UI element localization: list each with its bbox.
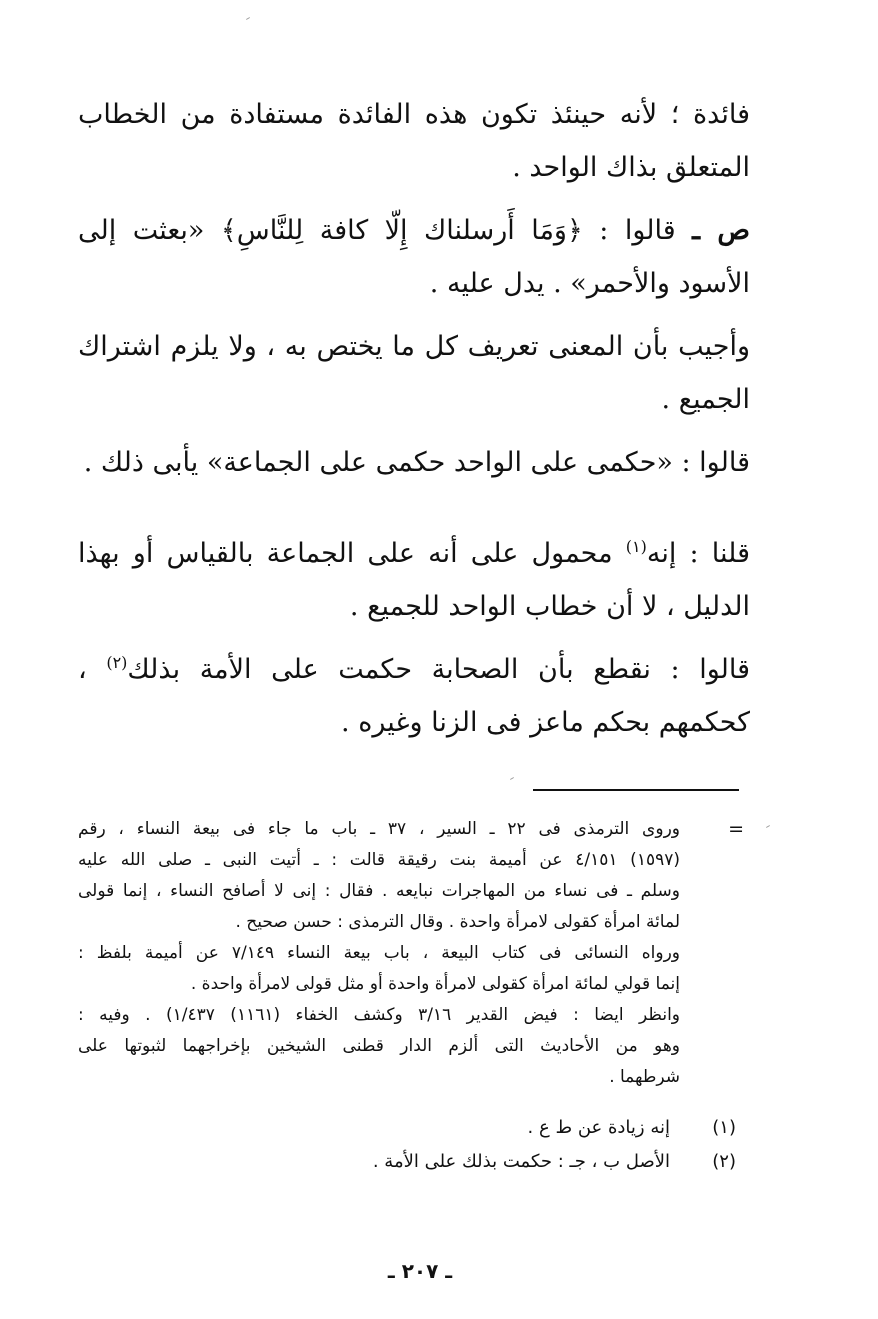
footnote-line: إنما قولي لمائة امرأة كقولى لامرأة واحدة أو مثل قولى لامرأة واحدة .: [190, 974, 680, 994]
paragraph-5-text: قلنا : إنه: [646, 538, 750, 569]
paragraph-6-text: قالوا : نقطع بأن الصحابة حكمت على الأمة بذلك: [127, 654, 750, 685]
paragraph-1-text: فائدة ؛ لأنه حينئذ تكون هذه الفائدة مستفادة من الخطاب المتعلق بذاك الواحد .: [78, 99, 750, 183]
scan-speck: [246, 17, 250, 20]
scan-speck: [510, 777, 514, 780]
footnote-2-number: (٢): [712, 1151, 736, 1172]
paragraph-5: [78, 527, 750, 633]
footnote-1-number: (١): [712, 1117, 736, 1138]
footnote-ref-2: (٢): [106, 653, 128, 672]
footnote-line: وهو من الأحاديث التى ألزم الدار قطنى الشيخين بإخراجهما لثبوتها على: [78, 1036, 680, 1056]
footnote-1-text: إنه زيادة عن ط ع .: [527, 1117, 670, 1138]
paragraph-6: [78, 643, 750, 749]
paragraph-5-text-cont: محمول على أنه على الجماعة بالقياس أو بهذا الدليل ، لا أن خطاب الواحد للجميع .: [78, 538, 750, 622]
paragraph-2-text: قالوا : ﴿وَمَا أَرسلناك إِلّا كافة لِلنَّاسِ﴾ «بعثت إلى الأسود والأحمر» . يدل عليه .: [78, 215, 750, 299]
footnote-line: وانظر ايضا : فيض القدير ٣/١٦ وكشف الخفاء (١١٦١) ١/٤٣٧) . وفيه :: [78, 1005, 681, 1025]
footnote-line: ورواه النسائى فى كتاب البيعة ، باب بيعة النساء ٧/١٤٩ عن أميمة بلفظ :: [78, 943, 680, 963]
page-number: ـ ٢٠٧ ـ: [387, 1259, 453, 1283]
paragraph-2: [78, 204, 750, 310]
continuation-lines: [78, 814, 742, 1093]
paragraph-1: [78, 88, 750, 194]
footnote-line: وروى الترمذى فى ٢٢ ـ السير ، ٣٧ ـ باب ما جاء فى بيعة النساء ، رقم: [78, 819, 680, 839]
footnote-line: لمائة امرأة كقولى لامرأة واحدة . وقال الترمذى : حسن صحيح .: [235, 912, 680, 932]
paragraph-4: [78, 436, 750, 489]
scan-speck: [766, 825, 770, 828]
footnote-separator: [533, 789, 739, 791]
paragraph-4-text: قالوا : «حكمى على الواحد حكمى على الجماعة» يأبى ذلك .: [83, 447, 750, 478]
footnote-2-text: الأصل ب ، جـ : حكمت بذلك على الأمة .: [372, 1151, 670, 1172]
main-body-text: [78, 88, 750, 749]
paragraph-3: [78, 320, 750, 426]
footnote-line: وسلم ـ فى نساء من المهاجرات نبايعه . فقال : إنى لا أصافح النساء ، إنما قولى: [78, 881, 680, 901]
footnote-line: شرطهما .: [609, 1067, 680, 1087]
continuation-marker: =: [728, 818, 744, 840]
footnote-line: (١٥٩٧) ٤/١٥١ عن أميمة بنت رقيقة قالت : ـ أتيت النبى ـ صلى الله عليه: [78, 850, 680, 870]
paragraph-3-text: وأجيب بأن المعنى تعريف كل ما يختص به ، ولا يلزم اشتراك الجميع .: [78, 331, 750, 415]
paragraph-6-text-cont: ، كحكمهم بحكم ماعز فى الزنا وغيره .: [78, 654, 750, 738]
section-marker-sad: ص ـ: [692, 215, 751, 246]
footnote-ref-1: (١): [625, 537, 647, 556]
footnote-continuation: [78, 814, 742, 1093]
